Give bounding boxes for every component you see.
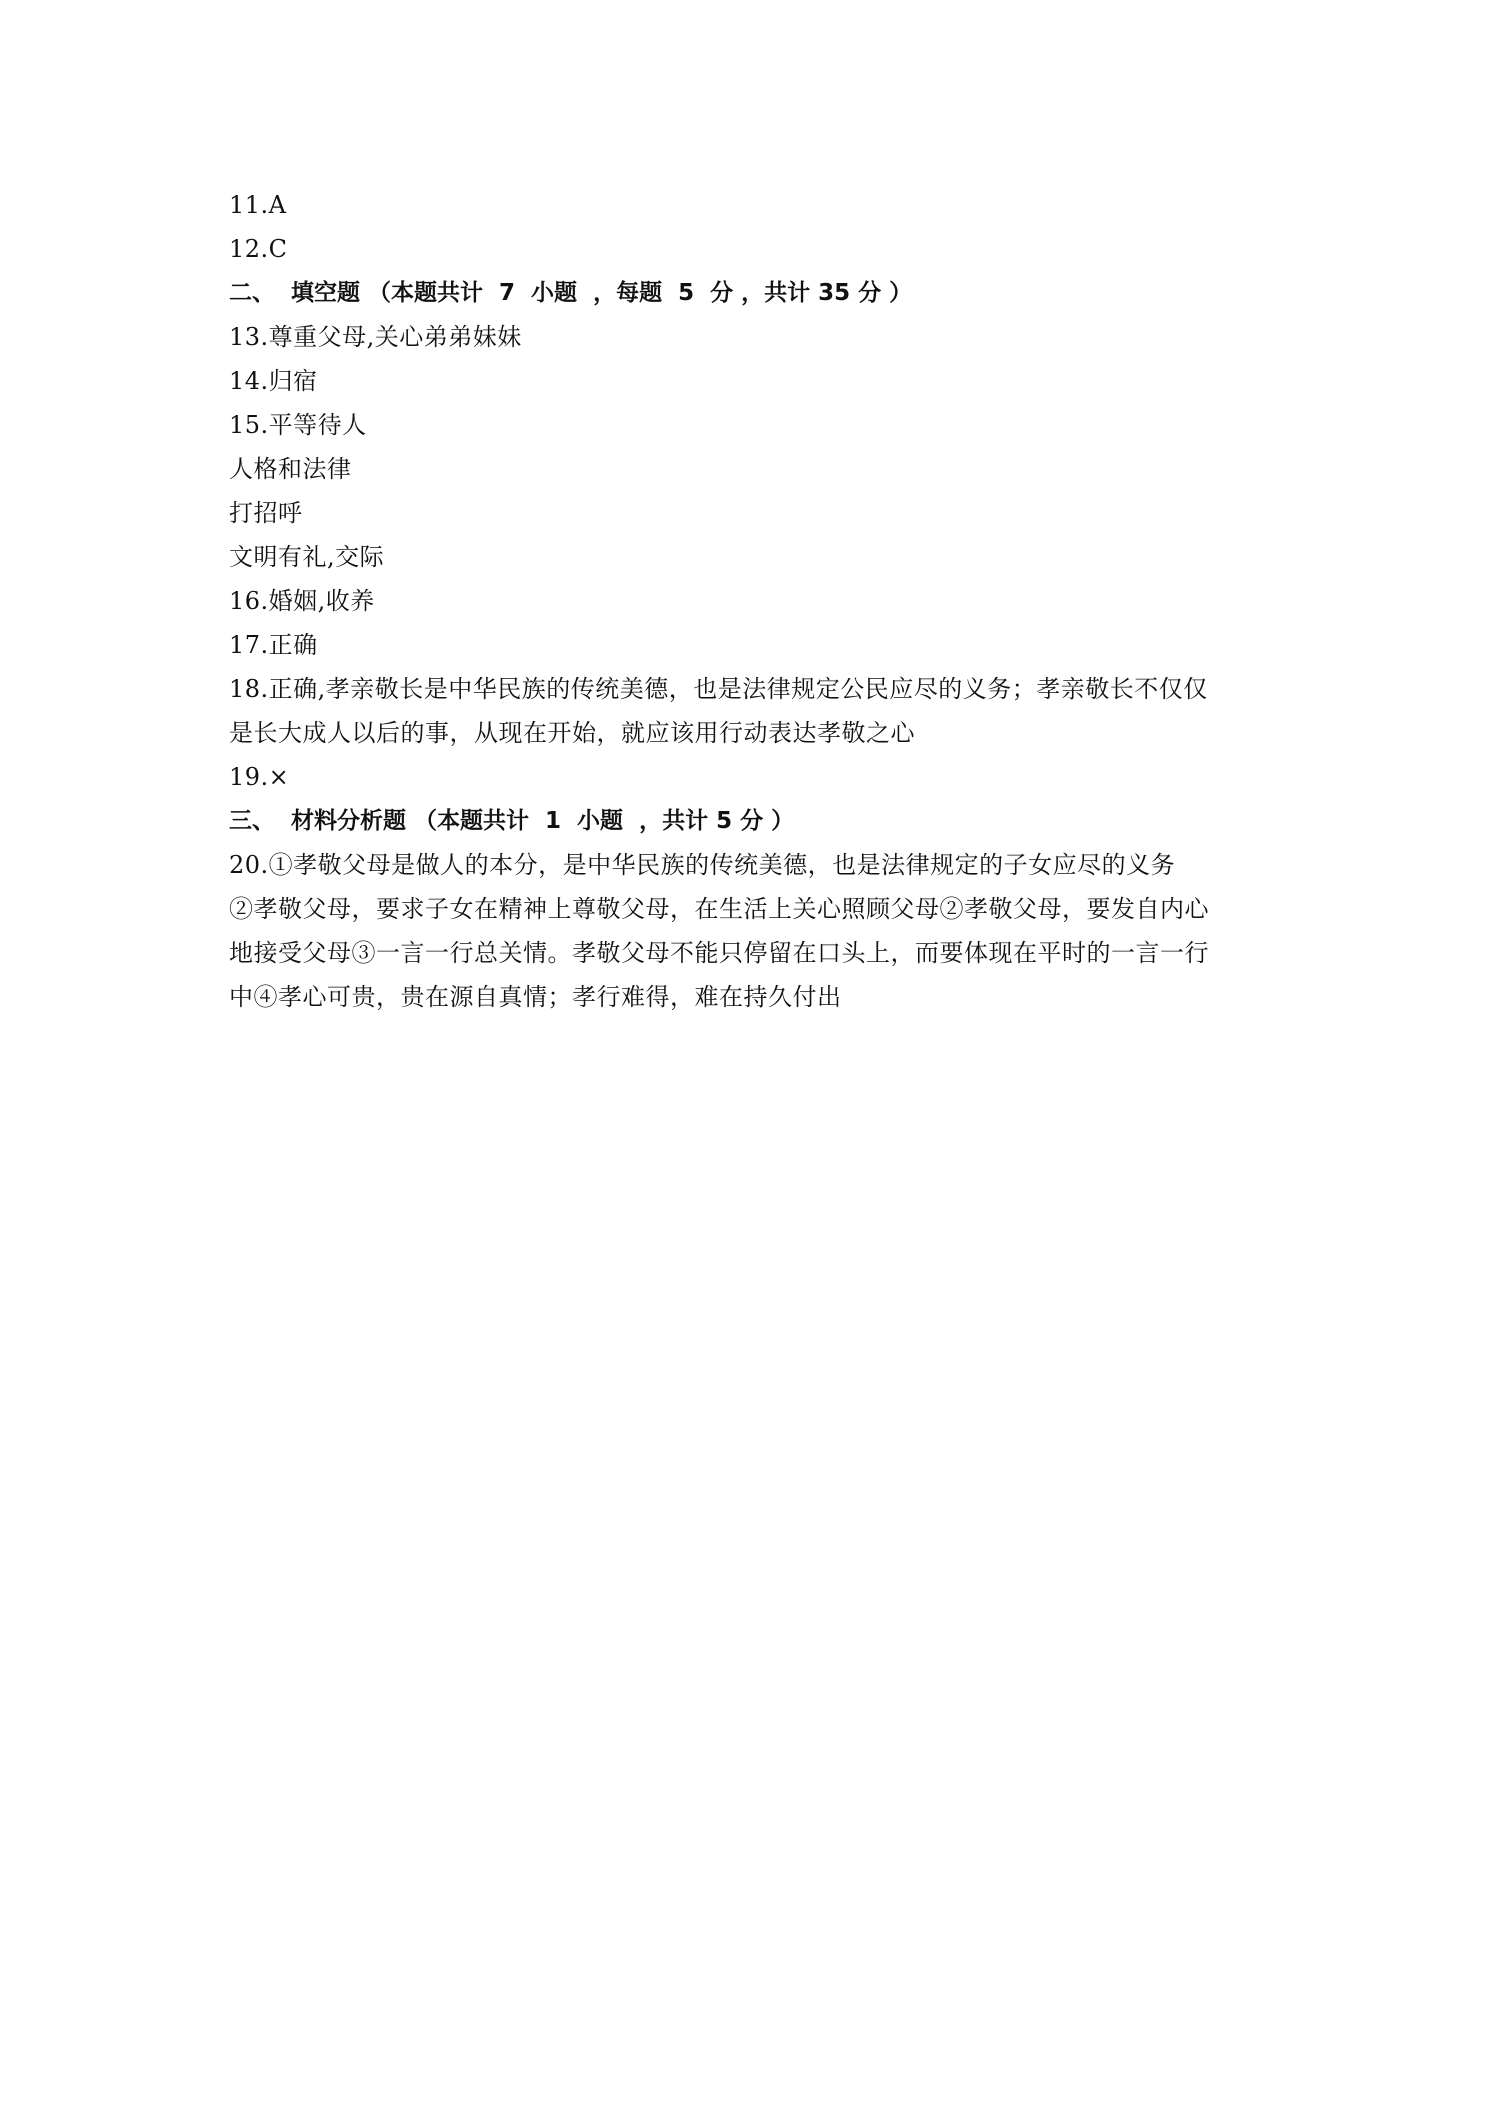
- answer-18-line-1: 18.正确,孝亲敬长是中华民族的传统美德，也是法律规定公民应尽的义务；孝亲敬长不仅仅: [229, 675, 1208, 703]
- answer-12: 12.C: [229, 235, 288, 263]
- answer-11: 11.A: [229, 191, 287, 219]
- answer-20: [229, 843, 1269, 1019]
- answer-14: 14.归宿: [229, 367, 318, 395]
- answer-18: [229, 667, 1269, 755]
- answer-16: 16.婚姻,收养: [229, 587, 375, 615]
- answer-15-part-2: 人格和法律: [229, 455, 352, 483]
- answer-20-line-4: 中④孝心可贵，贵在源自真情；孝行难得，难在持久付出: [229, 983, 842, 1011]
- answer-19: 19.×: [229, 763, 290, 791]
- section-2-heading: 二、 填空题 （本题共计 7 小题 ，每题 5 分 ，共计 35 分 ）: [229, 280, 913, 306]
- section-3-heading: 三、 材料分析题 （本题共计 1 小题 ，共计 5 分 ）: [229, 808, 795, 834]
- answer-18-line-2: 是长大成人以后的事，从现在开始，就应该用行动表达孝敬之心: [229, 719, 915, 747]
- answer-20-line-3: 地接受父母③一言一行总关情。孝敬父母不能只停留在口头上，而要体现在平时的一言一行: [229, 939, 1209, 967]
- answer-15-part-4: 文明有礼,交际: [229, 543, 385, 571]
- answer-17: 17.正确: [229, 631, 318, 659]
- answer-key-content: [229, 183, 1269, 1019]
- answer-13: 13.尊重父母,关心弟弟妹妹: [229, 323, 522, 351]
- answer-20-line-1: 20.①孝敬父母是做人的本分，是中华民族的传统美德，也是法律规定的子女应尽的义务: [229, 851, 1176, 879]
- answer-15-part-3: 打招呼: [229, 499, 303, 527]
- answer-20-line-2: ②孝敬父母，要求子女在精神上尊敬父母，在生活上关心照顾父母②孝敬父母，要发自内心: [229, 895, 1209, 923]
- answer-15: 15.平等待人: [229, 411, 367, 439]
